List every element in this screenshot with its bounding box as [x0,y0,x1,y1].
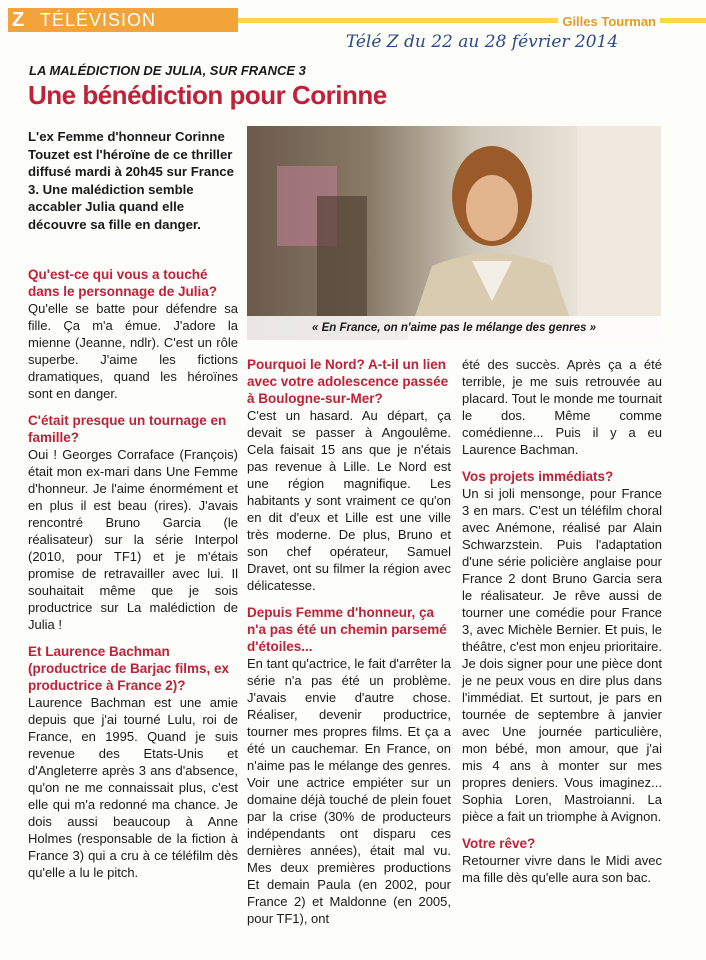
answer: C'est un hasard. Au départ, ça devait se passer à Angoulême. Cela faisait 15 ans que je n'étais pas revenue à Lille. Le Nord est une région magnifique. Les habitants y sont vraiment ce qu'on en dit d'eux et Lille est une ville très moderne. De plus, Bruno et son chef opérateur, Samuel Dravet, ont su filmer la région avec délicatesse. [247,408,451,593]
column-3 [462,356,662,886]
article-kicker: LA MALÉDICTION DE JULIA, SUR FRANCE 3 [29,63,306,78]
answer: Un si joli mensonge, pour France 3 en mars. C'est un téléfilm choral avec Anémone, réalisé par Alain Schwarzstein. Puis l'adaptation d'une série policière anglaise pour France 2 dont Bruno Garcia sera le réalisateur. Je rêve aussi de tourner une comédie pour France 3, avec Michèle Bernier. Et puis, le théâtre, c'est mon enjeu prioritaire. Je dois signer pour une pièce dont je ne peux vous en dire plus dans l'immédiat. Et surtout, je pars en tournée de septembre à janvier avec Une journée particulière, mon bébé, mon amour, que j'ai mis 4 ans à monter sur mes propres deniers. Vous imaginez... Sophia Loren, Mastroianni. La pièce a fait un triomphe à Avignon. [462,486,662,824]
article-photo [247,126,661,340]
question: Depuis Femme d'honneur, ça n'a pas été un chemin parsemé d'étoiles... [247,605,447,654]
column-2 [247,356,451,927]
question: C'était presque un tournage en famille? [28,413,227,445]
answer: Laurence Bachman est une amie depuis que j'ai tourné Lulu, roi de France, en 1995. Quand je suis revenue des Etats-Unis et d'Angleterre après 3 ans d'absence, qu'on ne me connaissait plus, c'est elle qui m'a redonné ma chance. Je dois aussi beaucoup à Anne Holmes (responsable de la fiction à France 3) qui a cru à ce téléfilm dès qu'elle a lu le pitch. [28,695,238,880]
photo-caption: « En France, on n'aime pas le mélange des genres » [247,316,661,340]
column-1 [28,266,238,881]
article-headline: Une bénédiction pour Corinne [28,80,387,110]
magazine-logo: Z [12,9,25,31]
question: Pourquoi le Nord? A-t-il un lien avec votre adolescence passée à Boulogne-sur-Mer? [247,357,449,406]
question: Qu'est-ce qui vous a touché dans le personnage de Julia? [28,267,218,299]
question: Vos projets immédiats? [462,469,614,484]
answer: En tant qu'actrice, le fait d'arrêter la série n'a pas été un problème. J'avais envie d'autre chose. Réaliser, devenir productrice, tourner mes propres films. Et ça a été un cauchemar. En France, on n'aime pas le mélange des genres. Voir une actrice empiéter sur un domaine déjà touché de plein fouet par la crise (30% de producteurs indépendants ont disparu ces dernières années), était mal vu. Mes deux premières productions Et demain Paula (en 2002, pour France 2) et Maldonne (en 2005, pour TF1), ont [247,656,451,926]
article-lead: L'ex Femme d'honneur Corinne Touzet est l'héroïne de ce thriller diffusé mardi à 20h45 sur France 3. Une malédiction semble accabler Julia quand elle découvre sa fille en danger. [28,129,234,232]
question: Votre rêve? [462,836,536,851]
question: Et Laurence Bachman (productrice de Barjac films, ex productrice à France 2)? [28,644,230,693]
author-name: Gilles Tourman [558,14,660,29]
answer: Retourner vivre dans le Midi avec ma fille dès qu'elle aura son bac. [462,853,662,885]
answer: Oui ! Georges Corraface (François) était mon ex-mari dans Une Femme d'honneur. Je l'aime énormément et en plus il est beau (rires). J'avais rencontré Bruno Garcia (le réalisateur) sur la série Interpol (2010, pour TF1) et je m'étais promise de retravailler avec lui. Il souhaitait même que je sois productrice sur La malédiction de Julia ! [28,447,238,632]
handwritten-note: Télé Z du 22 au 28 février 2014 [345,32,619,52]
answer: été des succès. Après ça a été terrible, je me suis retrouvée au placard. Tout le monde me tournait le dos. Même comme comédienne... Puis il y a eu Laurence Bachman. [462,357,662,457]
answer: Qu'elle se batte pour défendre sa fille. Ça m'a émue. J'adore la mienne (Jeanne, ndlr). C'est un rôle superbe. J'aime les fictions dramatiques, quand les héroïnes sont en danger. [28,301,238,401]
section-title: TÉLÉVISION [40,10,157,30]
photo-illustration [247,126,661,340]
